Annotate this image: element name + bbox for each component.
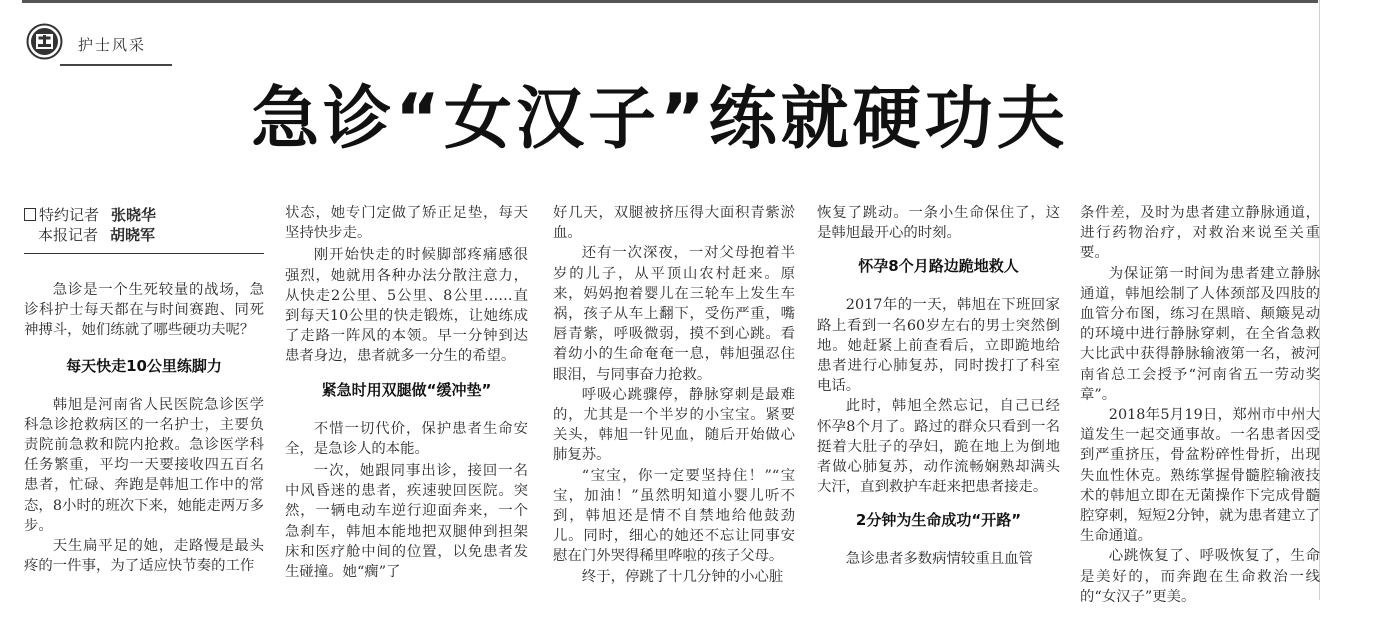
section-underline bbox=[60, 64, 172, 66]
article-intro: 急诊是一个生死较量的战场，急诊科护士每天都在与时间赛跑、同死神搏斗，她们练就了哪些硬功夫呢？ bbox=[24, 282, 264, 339]
byline-special-name: 张晓华 bbox=[111, 206, 157, 224]
byline-staff-label: 本报记者 bbox=[38, 226, 99, 244]
paragraph: 呼吸心跳骤停，静脉穿刺是最难的，尤其是一个半岁的小宝宝。紧要关头，韩旭一针见血，随后开始做心肺复苏。 bbox=[553, 386, 795, 464]
subhead-3: 怀孕8个月路边跪地救人 bbox=[858, 257, 1019, 276]
paragraph: 2018年5月19日，郑州市中州大道发生一起交通事故。一名患者因受到严重挤压，骨盆粉碎性骨折，出现失血性休克。熟练掌握骨髓腔输液技术的韩旭立即在无菌操作下完成骨髓腔穿刺，短短2分钟，就为患者建立了生命通道。 bbox=[1080, 407, 1320, 545]
paragraph: 天生扁平足的她，走路慢是最头疼的一件事，为了适应快节奏的工作 bbox=[24, 538, 264, 575]
section-label: 护士风采 bbox=[78, 36, 147, 54]
paragraph: 2017年的一天，韩旭在下班回家路上看到一名60岁左右的男士突然倒地。她赶紧上前查看后，立即跪地给患者进行心肺复苏，同时拨打了科室电话。 bbox=[817, 297, 1060, 395]
byline bbox=[24, 205, 264, 254]
subhead-1: 每天快走10公里练脚力 bbox=[66, 356, 222, 375]
article-headline: 急诊“女汉子”练就硬功夫 bbox=[251, 80, 1069, 159]
paragraph: 条件差，及时为患者建立静脉通道，进行药物治疗，对救治来说至关重要。 bbox=[1080, 205, 1320, 262]
byline-special-label: 特约记者 bbox=[39, 206, 100, 224]
paragraph: 终于，停跳了十几分钟的小心脏 bbox=[581, 568, 784, 585]
paragraph: 为保证第一时间为患者建立静脉通道，韩旭绘制了人体颈部及四肢的血管分布图，练习在黑暗、颠簸晃动的环境中进行静脉穿刺，在全省急救大比武中获得静脉输液第一名，被河南省总工会授予“河南省五一劳动奖章”。 bbox=[1080, 265, 1320, 403]
top-rule bbox=[22, 0, 1318, 3]
article-column-5 bbox=[1080, 203, 1320, 607]
article-column-1 bbox=[24, 203, 264, 576]
article-column-2 bbox=[285, 203, 528, 582]
paragraph: 状态，她专门定做了矫正足垫，每天坚持快步走。 bbox=[285, 205, 528, 242]
subhead-4: 2分钟为生命成功“开路” bbox=[855, 511, 1022, 530]
paragraph: 刚开始快走的时候脚部疼痛感很强烈，她就用各种办法分散注意力，从快走2公里、5公里、8公里……直到每天10公里的快走锻炼，让她练成了走路一阵风的本领。早一分钟到达患者身边，患者就多一分生的希望。 bbox=[285, 247, 528, 365]
byline-staff-name: 胡晓军 bbox=[110, 226, 156, 244]
paragraph: 一次，她跟同事出诊，接回一名中风昏迷的患者，疾速驶回医院。突然，一辆电动车逆行迎面奔来，一个急刹车，韩旭本能地把双腿伸到担架床和医疗舱中间的位置，以免患者发生碰撞。她“瘸”了 bbox=[285, 463, 528, 581]
article-column-4 bbox=[817, 203, 1060, 570]
paragraph: 不惜一切代价，保护患者生命安全，是急诊人的本能。 bbox=[285, 420, 528, 457]
paragraph: “宝宝，你一定要坚持住！”“宝宝，加油！”虽然明知道小婴儿听不到，韩旭还是情不自禁地给他鼓劲儿。同时，细心的她还不忘让同事安慰在门外哭得稀里哗啦的孩子父母。 bbox=[553, 467, 795, 565]
paragraph: 心跳恢复了、呼吸恢复了，生命是美好的，而奔跑在生命救治一线的“女汉子”更美。 bbox=[1080, 548, 1320, 605]
hospital-emblem-icon bbox=[26, 23, 63, 60]
paragraph: 韩旭是河南省人民医院急诊医学科急诊抢救病区的一名护士，主要负责院前急救和院内抢救。急诊医学科任务繁重，平均一天要接收四五百名患者，忙碌、奔跑是韩旭工作中的常态，8小时的班次下来，她能走两万多步。 bbox=[24, 396, 264, 534]
paragraph: 好几天，双腿被挤压得大面积青紫淤血。 bbox=[553, 205, 795, 242]
subhead-2: 紧急时用双腿做“缓冲垫” bbox=[321, 380, 492, 399]
paragraph: 还有一次深夜，一对父母抱着半岁的儿子，从平顶山农村赶来。原来，妈妈抱着婴儿在三轮车上发生车祸，孩子从车上翻下，受伤严重，嘴唇青紫，呼吸微弱，摸不到心跳。看着幼小的生命奄奄一息，韩旭强忍住眼泪，与同事奋力抢救。 bbox=[553, 245, 795, 383]
paragraph: 急诊患者多数病情较重且血管 bbox=[845, 551, 1033, 568]
paragraph: 此时，韩旭全然忘记，自己已经怀孕8个月了。路过的群众只看到一名挺着大肚子的孕妇，跪在地上为倒地者做心肺复苏，动作流畅娴熟却满头大汗，直到救护车赶来把患者接走。 bbox=[817, 398, 1060, 496]
byline-box-icon bbox=[24, 208, 36, 221]
paragraph: 恢复了跳动。一条小生命保住了，这是韩旭最开心的时刻。 bbox=[817, 205, 1060, 242]
article-column-3 bbox=[553, 203, 795, 587]
